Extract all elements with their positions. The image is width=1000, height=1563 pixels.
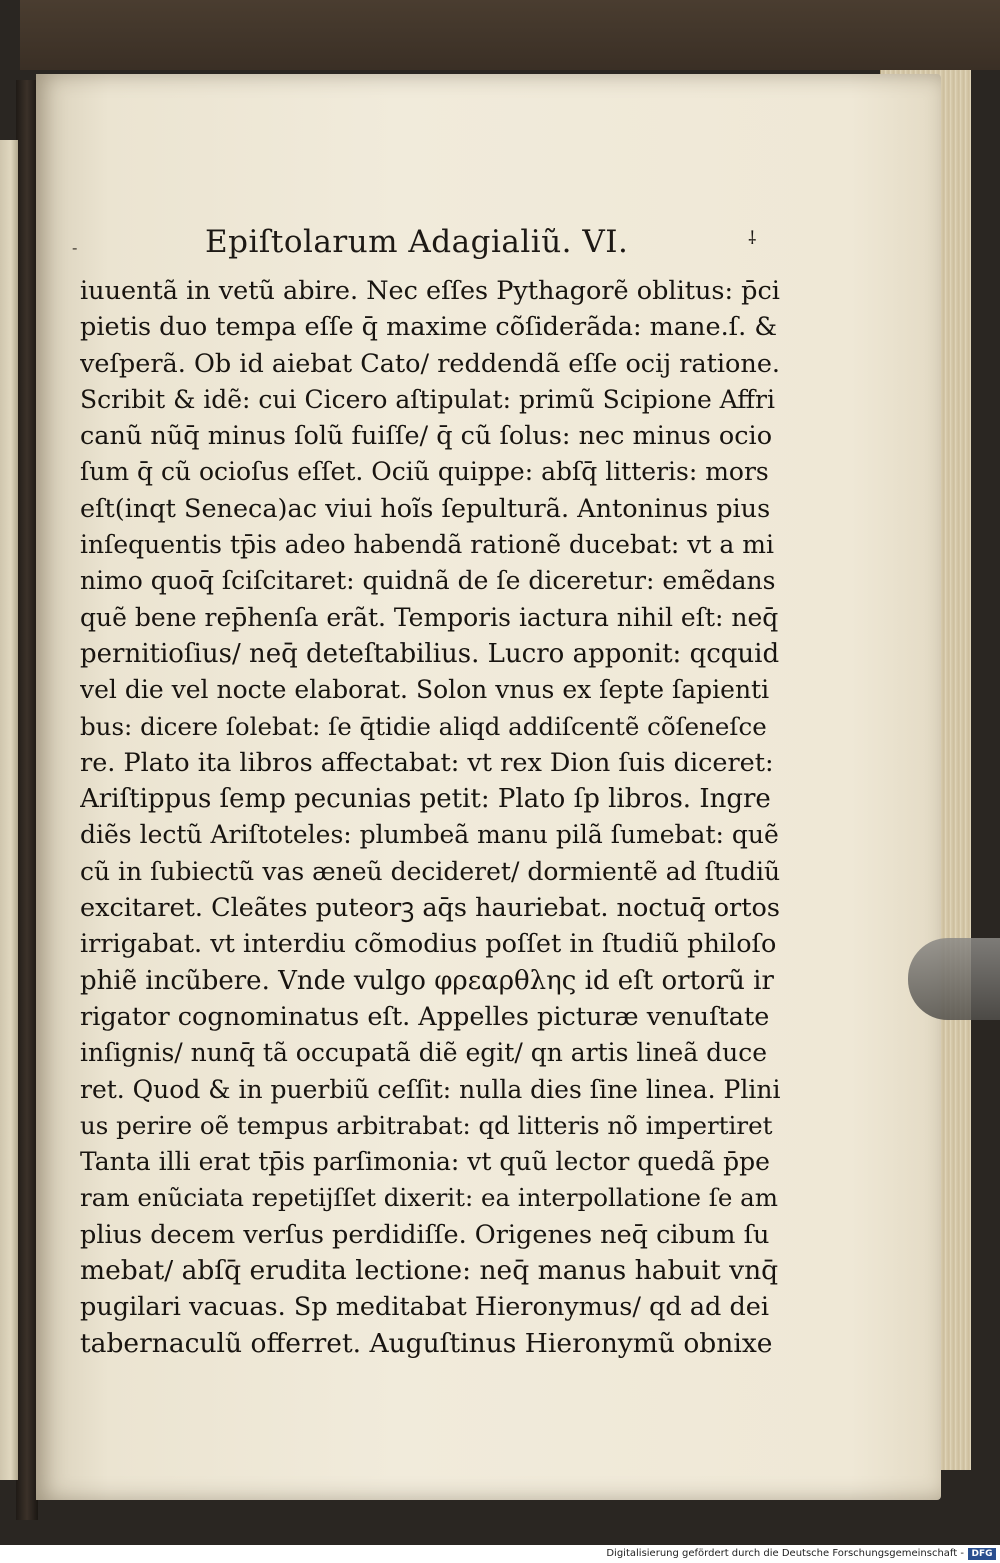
text-line: irrigabat. vt interdiu cõmodius poſſet in ſtudiũ philoſo <box>80 929 777 960</box>
text-block <box>80 273 780 1362</box>
text-line: cũ in ſubiectũ vas æneũ decideret/ dormientẽ ad ſtudiũ <box>80 856 780 886</box>
text-line: quẽ bene rep̄henſa erãt. Temporis iactura nihil eſt: neq̄ <box>80 602 779 632</box>
text-line: nimo quoq̄ ſciſcitaret: quidnã de ſe diceretur: emẽdans <box>80 566 776 596</box>
text-line: re. Plato ita libros affectabat: vt rex Dion ſuis diceret: <box>80 747 774 778</box>
text-line: us perire oẽ tempus arbitrabat: qd litteris nõ impertiret <box>80 1110 773 1140</box>
text-line: pietis duo tempa eſſe q̄ maxime cõſiderãda: mane.ſ. & <box>80 312 778 343</box>
text-line: excitaret. Cleãtes puteorꝫ aq̄s hauriebat. noctuq̄ ortos <box>80 893 780 924</box>
text-line: vel die vel nocte elaborat. Solon vnus ex ſepte ſapienti <box>80 675 770 705</box>
text-line: inſequentis tp̄is adeo habendã rationẽ ducebat: vt a mi <box>80 530 774 560</box>
text-line: inſignis/ nunq̄ tã occupatã diẽ egit/ qn artis lineã duce <box>80 1038 768 1068</box>
footer-credit: Digitalisierung gefördert durch die Deutsche Forschungsgemeinschaft - <box>606 1548 964 1559</box>
text-line: mebat/ abſq̄ erudita lectione: neq̄ manus habuit vnq̄ <box>80 1255 779 1287</box>
margin-dash: - <box>72 238 78 257</box>
text-line: rigator cognominatus eſt. Appelles picturæ venuſtate <box>80 1001 770 1032</box>
left-page-edge <box>0 140 18 1480</box>
text-line: pernitioſius/ neq̄ deteſtabilius. Lucro apponit: qcquid <box>80 638 780 669</box>
text-line: canũ nũq̄ minus ſolũ fuiſſe/ q̄ cũ ſolus: nec minus ocio <box>80 421 773 452</box>
text-line: pugilari vacuas. Sp meditabat Hieronymus/ qd ad dei <box>80 1292 770 1323</box>
text-line: Scribit & idẽ: cui Cicero aſtipulat: primũ Scipione Affri <box>80 384 776 414</box>
dfg-logo: DFG <box>968 1548 996 1560</box>
text-line: iuuentã in vetũ abire. Nec eſſes Pythagorẽ oblitus: p̄ci <box>80 276 780 306</box>
text-line: ret. Quod & in puerbiũ ceſſit: nulla dies ſine linea. Plini <box>80 1074 780 1104</box>
book-spine <box>16 80 38 1520</box>
text-line: phiẽ incũbere. Vnde vulgo φρεαρθλης id eſt ortorũ ir <box>80 965 774 996</box>
text-line: veſperã. Ob id aiebat Cato/ reddendã eſſe ocij ratione. <box>80 348 780 379</box>
page-header: Epiſtolarum Adagialiũ. VI. <box>205 224 629 260</box>
text-line: Tanta illi erat tp̄is parſimonia: vt quũ lector quedã p̄pe <box>80 1147 770 1177</box>
text-line: bus: dicere ſolebat: ſe q̄tidie aliqd addiſcentẽ cõſeneſce <box>80 711 767 741</box>
page-clip <box>908 938 1000 1020</box>
text-line: ſum q̄ cũ ocioſus eſſet. Ociũ quippe: abſq̄ litteris: mors <box>80 457 769 487</box>
text-line: Ariſtippus ſemp pecunias petit: Plato ſp libros. Ingre <box>80 784 771 815</box>
text-line: tabernaculũ offerret. Auguſtinus Hieronymũ obnixe <box>80 1327 773 1359</box>
binding-top <box>20 0 1000 70</box>
text-line: plius decem verſus perdidiſſe. Origenes neq̄ cibum ſu <box>80 1219 770 1250</box>
text-line: diẽs lectũ Ariſtoteles: plumbeã manu pilã ſumebat: quẽ <box>80 820 779 850</box>
text-line: eſt(inqt Seneca)ac viui hoĩs ſepulturã. Antoninus pius <box>80 493 771 524</box>
margin-mark: ⸸ <box>748 228 757 249</box>
text-line: ram enũciata repetijſſet dixerit: ea interpollatione ſe am <box>80 1183 778 1213</box>
